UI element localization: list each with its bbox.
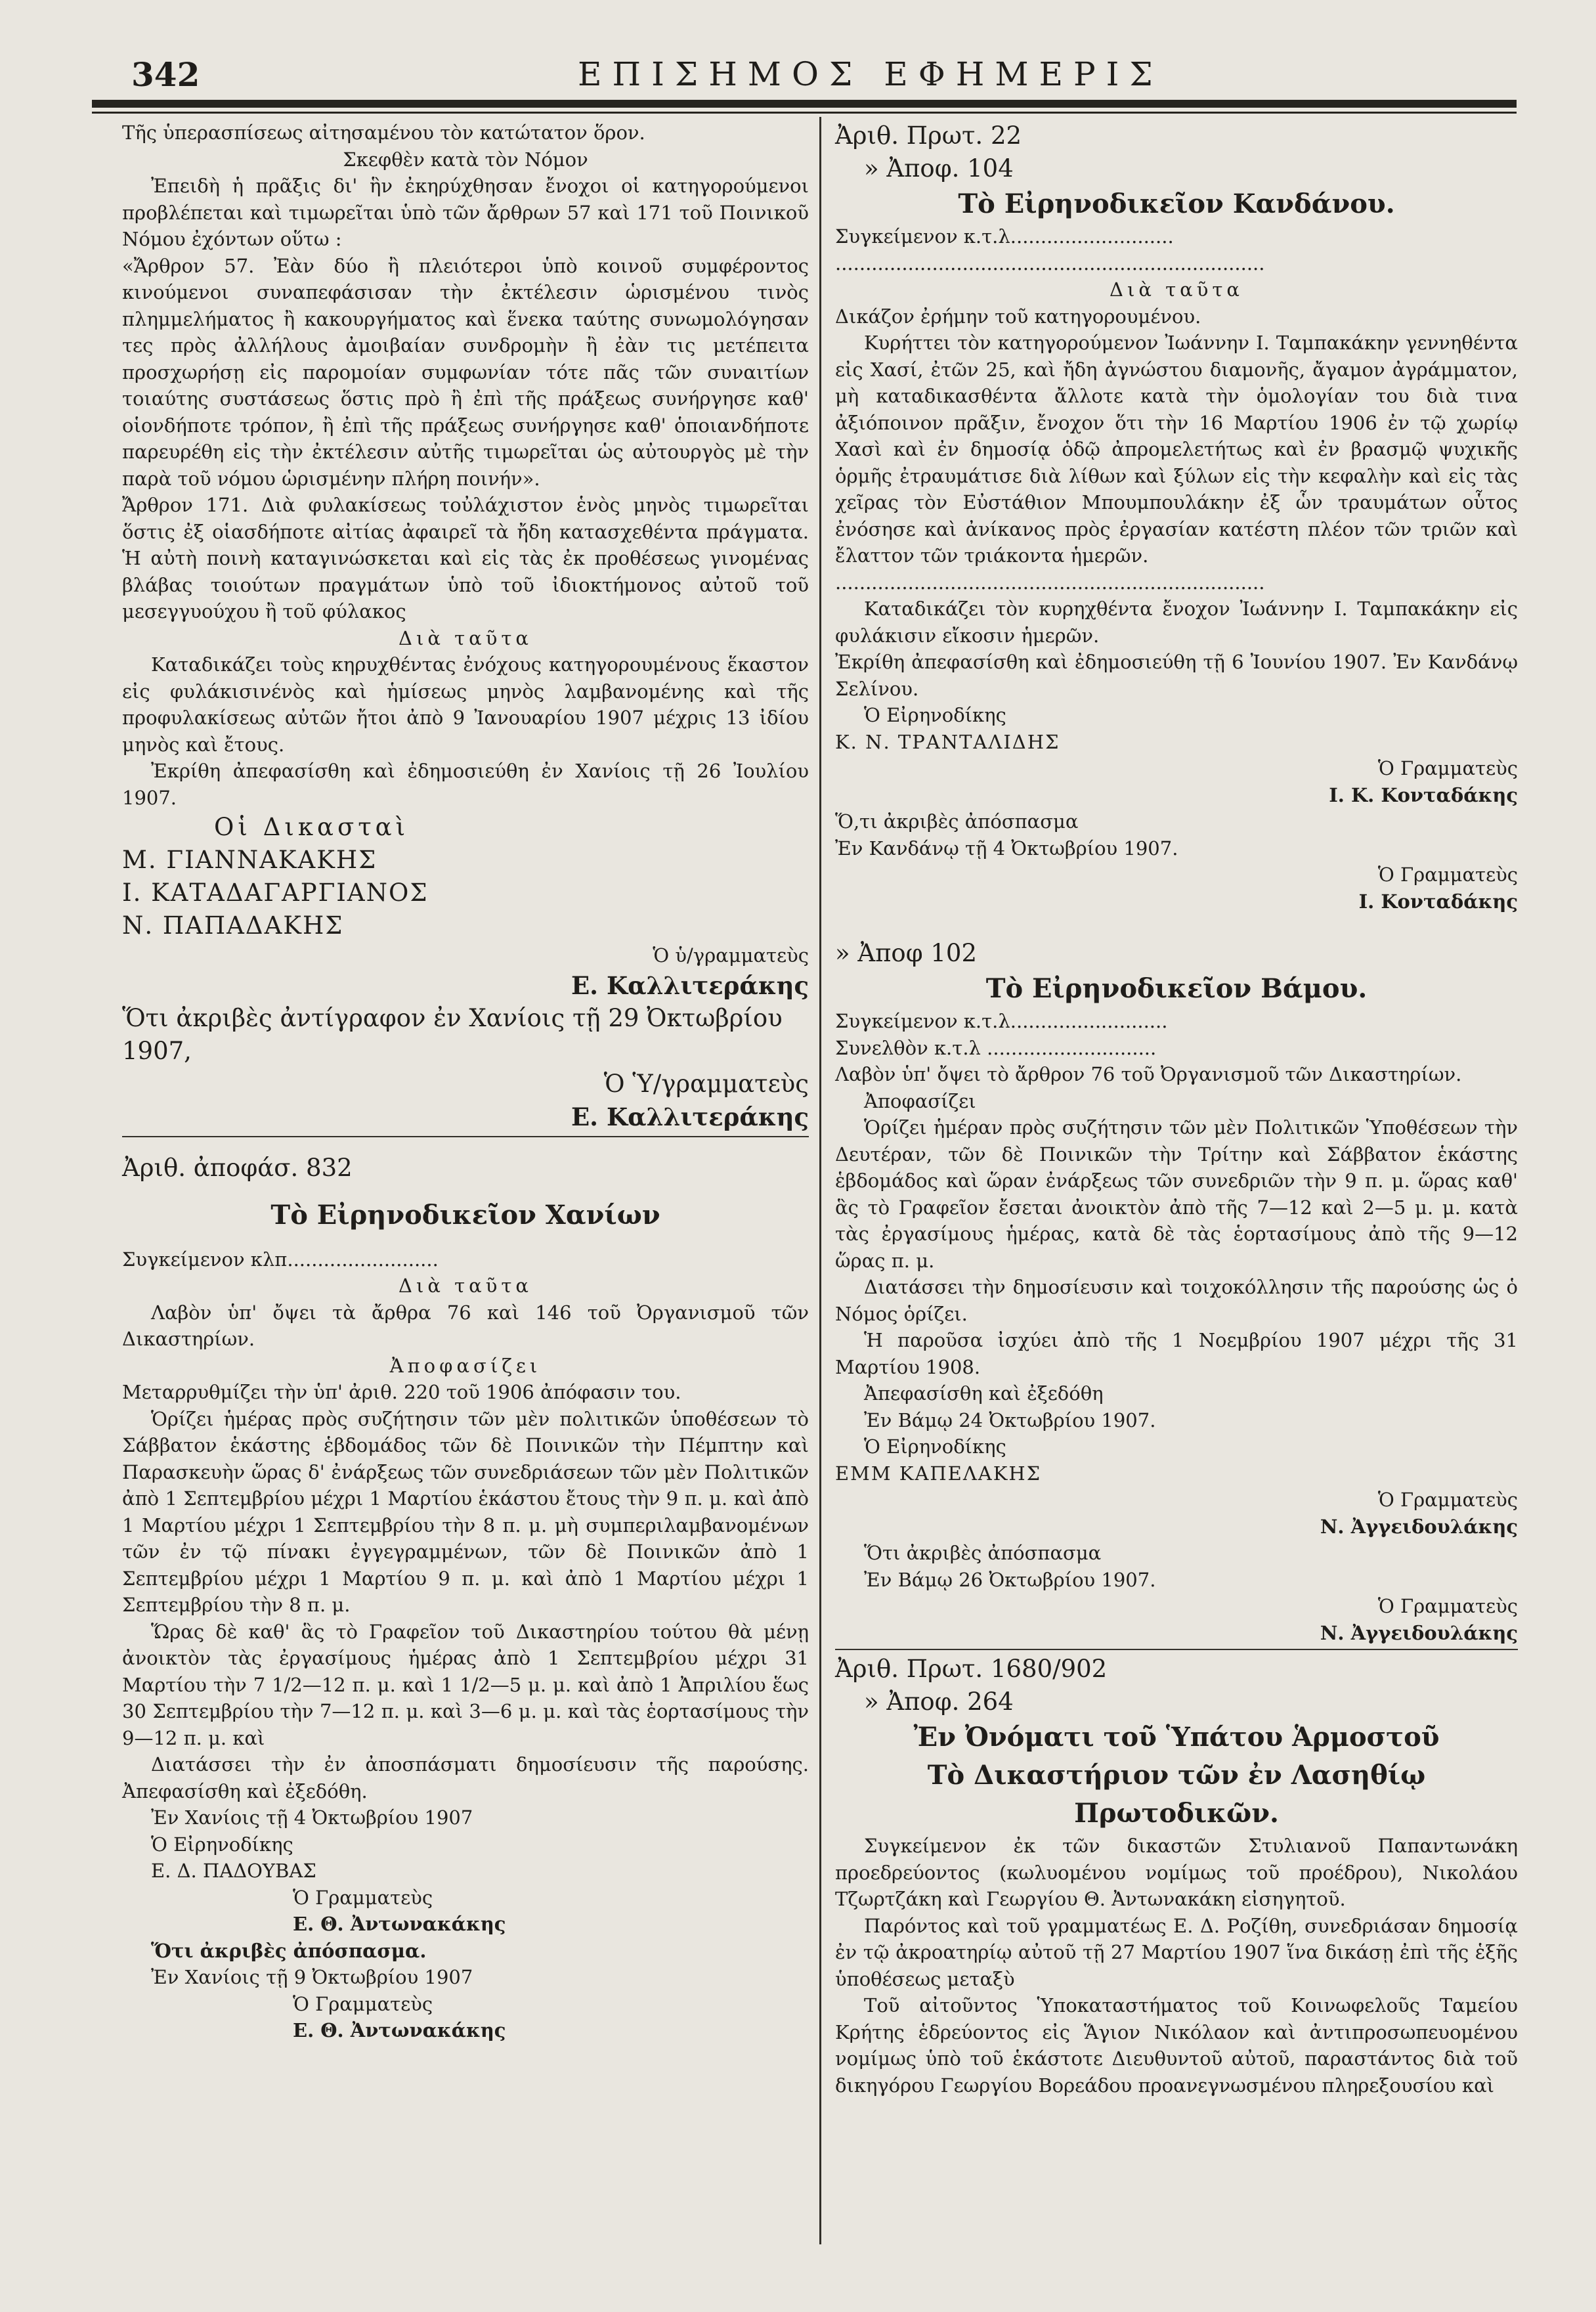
- decision-number: » Ἀποφ. 264: [864, 1688, 1014, 1716]
- judge-name: Ν. ΠΑΠΑΔΑΚΗΣ: [122, 911, 344, 940]
- paragraph: Καταδικάζει τὸν κυρηχθέντα ἔνοχον Ἰωάννην Ι. Ταμπακάκην εἰς φυλάκισιν εἴκοσιν ἡμερῶν.: [835, 598, 1518, 647]
- judge-name: Μ. ΓΙΑΝΝΑΚΑΚΗΣ: [122, 846, 377, 874]
- paragraph: Ἀπεφασίσθη καὶ ἐξεδόθη: [864, 1382, 1104, 1405]
- signature-title: Ὁ Εἰρηνοδίκης: [864, 704, 1006, 726]
- signature-title: Ὁ Γραμματεὺς: [1377, 1595, 1518, 1617]
- court-heading: Ἐν Ὀνόματι τοῦ Ὑπάτου Ἁρμοστοῦ: [913, 1722, 1440, 1753]
- court-heading: Τὸ Δικαστήριον τῶν ἐν Λασηθίῳ Πρωτοδικῶν.: [927, 1760, 1426, 1829]
- signature-name: Ε. Δ. ΠΑΔΟΥΒΑΣ: [151, 1860, 316, 1882]
- ellipsis-line: .......................................................................: [835, 251, 1265, 274]
- paragraph: Συγκείμενον κλπ.........................: [122, 1248, 439, 1271]
- signature-title: Ὁ Εἰρηνοδίκης: [151, 1833, 293, 1856]
- section-heading: Διὰ ταῦτα: [399, 626, 532, 649]
- court-heading: Τὸ Εἰρηνοδικεῖον Χανίων: [270, 1199, 660, 1231]
- paragraph: Ὥρας δὲ καθ' ἃς τὸ Γραφεῖον τοῦ Δικαστηρίου τούτου θὰ μένῃ ἀνοικτὸν τὰς ἐργασίμους ἡμέρας ἀπὸ 1 Σεπτεμβρίου μέχρι 31 Μαρτίου τὴν 7 1/2—12 π. μ. καὶ 1 1/2—5 μ. μ. καὶ ἀπὸ 1 Ἀπριλίου ἕως 30 Σεπτεμβρίου τὴν 7—12 π. μ. καὶ 3—6 μ. μ. καὶ τὰς ἑορτασίμους τὴν 9—12 π. μ. καὶ: [122, 1620, 809, 1749]
- signature-name: Ν. Ἀγγειδουλάκης: [1320, 1621, 1518, 1644]
- protocol-number: Ἀριθ. Πρωτ. 1680/902: [835, 1655, 1108, 1683]
- signature-name: ΕΜΜ ΚΑΠΕΛΑΚΗΣ: [835, 1462, 1042, 1485]
- paragraph: Ὁρίζει ἡμέρας πρὸς συζήτησιν τῶν μὲν πολιτικῶν ὑποθέσεων τὸ Σάββατον ἑκάστης ἑβδομάδος τῶν δὲ Ποινικῶν τὴν Πέμπτην καὶ Παρασκευὴν ὥρας δ' ἐνάρξεως τῶν συνεδριάσεων τῶν μὲν Πολιτικῶν ἀπὸ 1 Σεπτεμβρίου μέχρι 1 Μαρτίου ἑκάστου ἔτους τὴν 9 π. μ. καὶ ἀπὸ 1 Μαρτίου μέχρι 1 Σεπτεμβρίου τὴν 8 π. μ. μὴ συμπεριλαμβανομένων τῶν ἐν τῷ πίνακι ἐγγεγραμμένων, τῶν δὲ Ποινικῶν ἀπὸ 1 Σεπτεμβρίου μέχρι 1 Μαρτίου 9 π. μ. καὶ ἀπὸ 1 Μαρτίου μέχρι 1 Σεπτεμβρίου τὴν 8 π. μ.: [122, 1407, 809, 1616]
- signature-name: Ε. Θ. Ἀντωνακάκης: [293, 1913, 506, 1935]
- page-number: 342: [131, 55, 200, 94]
- decision-number: » Ἀποφ. 104: [864, 154, 1014, 183]
- paragraph: Καταδικάζει τοὺς κηρυχθέντας ἐνόχους κατηγορουμένους ἕκαστον εἰς φυλάκισινένὸς καὶ ἡμίσεως μηνὸς λαμβανομένης καὶ τῆς προφυλακίσεως αὐτῶν ἤτοι ἀπὸ 9 Ἰανουαρίου 1907 μέχρις 13 ἰδίου μηνὸς καὶ ἔτους.: [122, 653, 809, 756]
- date-line: Ἐν Βάμῳ 24 Ὀκτωβρίου 1907.: [864, 1408, 1156, 1431]
- signature-name: Ν. Ἀγγειδουλάκης: [1320, 1515, 1518, 1538]
- paragraph: Παρόντος καὶ τοῦ γραμματέως Ε. Δ. Ροζίθη, συνεδριάσαν δημοσίᾳ ἐν τῷ ἀκροατηρίῳ αὐτοῦ τῇ 27 Μαρτίου 1907 ἵνα δικάσῃ ἐπὶ τῆς ἑξῆς ὑποθέσεως μεταξὺ: [835, 1914, 1518, 1990]
- paragraph: Τῆς ὑπερασπίσεως αἰτησαμένου τὸν κατώτατον ὅρον.: [122, 121, 645, 144]
- judge-name: Ι. ΚΑΤΑΔΑΓΑΡΓΙΑΝΟΣ: [122, 879, 429, 907]
- paragraph: Διατάσσει τὴν δημοσίευσιν καὶ τοιχοκόλλησιν τῆς παρούσης ὡς ὁ Νόμος ὁρίζει.: [835, 1276, 1518, 1325]
- paragraph: Δικάζον ἐρήμην τοῦ κατηγορουμένου.: [835, 305, 1201, 328]
- signature-title: Ὁ Γραμματεὺς: [1377, 863, 1518, 886]
- court-heading: Τὸ Εἰρηνοδικεῖον Βάμου.: [985, 973, 1368, 1004]
- signature-title: Ὁ ὑ/γραμματεὺς: [653, 944, 809, 967]
- judges-heading: Οἱ Δικασταὶ: [214, 813, 410, 841]
- section-rule: [122, 1136, 809, 1137]
- decision-number: Ἀριθ. ἀποφάσ. 832: [122, 1153, 353, 1182]
- right-column: [835, 120, 1518, 2099]
- page-header: [131, 51, 1484, 104]
- paragraph: Ἐκρίθη ἀπεφασίσθη καὶ ἐδημοσιεύθη τῇ 6 Ἰουνίου 1907. Ἐν Κανδάνῳ Σελίνου.: [835, 651, 1518, 700]
- paragraph: Συγκείμενον κ.τ.λ..........................: [835, 1010, 1168, 1032]
- decision-number: » Ἀποφ 102: [835, 939, 978, 967]
- signature-name: Ε. Θ. Ἀντωνακάκης: [293, 2019, 506, 2041]
- article-57-quote: «Ἄρθρον 57. Ἐὰν δύο ἢ πλειότεροι ὑπὸ κοινοῦ συμφέροντος κινούμενοι συναπεφάσισαν τὴν ἐκτέλεσιν ὡρισμένου τινὸς πλημμελήματος ἢ κακουργήματος καὶ ἕνεκα ταύτης συνωμολόγησαν τες πρὸς ἀλλήλους ἀμοιβαίαν συνδρομὴν ἢ ἐὰν τις μετέπειτα προσχωρήσῃ εἰς παρομοίαν συμφωνίαν τότε πᾶς τῶν συναιτίων τοιαύτης συστάσεως ὅστις πρὸ ἢ ἐπὶ τῆς πράξεως συνήργησε καθ' οἱονδήποτε τρόπον, ἢ ἐπὶ τῆς πράξεως συνήργησε καθ' ὁποιανδήποτε παρευρέθη εἰς τὴν ἐκτέλεσιν αὐτῆς τιμωρεῖται ὡς αὐτουργὸς μὲ τὴν παρὰ τοῦ νόμου ὡρισμένην πλήρη ποινήν».: [122, 254, 809, 490]
- paragraph: Ὁρίζει ἡμέραν πρὸς συζήτησιν τῶν μὲν Πολιτικῶν Ὑποθέσεων τὴν Δευτέραν, τῶν δὲ Ποινικῶν τὴν Τρίτην καὶ Σάββατον ἑκάστης ἑβδομάδος καὶ ὥραν ἐνάρξεως τῶν συνεδριῶν τὴν 9 π. μ. ὥρας καθ' ἃς τὸ Γραφεῖον ἔσεται ἀνοικτὸν ἀπὸ τῆς 7—12 καὶ 2—5 μ. μ. κατὰ τὰς ἐργασίμους ἡμέρας, κατὰ δὲ τὰς ἑορτασίμους ἀπὸ τῆς 9—12 ὥρας π. μ.: [835, 1116, 1518, 1272]
- signature-title: Ὁ Γραμματεὺς: [293, 1992, 433, 2015]
- ellipsis-line: .......................................................................: [835, 571, 1265, 594]
- signature-name: Κ. Ν. ΤΡΑΝΤΑΛΙΔΗΣ: [835, 730, 1060, 753]
- paragraph: Ἐπειδὴ ἡ πρᾶξις δι' ἣν ἐκηρύχθησαν ἔνοχοι οἱ κατηγορούμενοι προβλέπεται καὶ τιμωρεῖται ὑπὸ τῶν ἄρθρων 57 καὶ 171 τοῦ Ποινικοῦ Νόμου ἐχόντων οὕτω :: [122, 175, 809, 250]
- masthead-title: ΕΠΙΣΗΜΟΣ ΕΦΗΜΕΡΙΣ: [578, 55, 1163, 93]
- paragraph: Λαβὸν ὑπ' ὄψει τὰ ἄρθρα 76 καὶ 146 τοῦ Ὀργανισμοῦ τῶν Δικαστηρίων.: [122, 1301, 809, 1350]
- date-line: Ἐν Χανίοις τῇ 4 Ὀκτωβρίου 1907: [151, 1806, 473, 1829]
- column-divider: [819, 117, 821, 2244]
- signature-name: Ε. Καλλιτεράκης: [571, 1102, 809, 1131]
- left-column: [122, 120, 809, 2044]
- section-heading: Ἀποφασίζει: [864, 1089, 976, 1112]
- section-heading: Διὰ ταῦτα: [1110, 278, 1243, 301]
- signature-title: Ὁ Γραμματεὺς: [293, 1886, 433, 1909]
- section-rule: [835, 1649, 1518, 1650]
- section-heading: Διὰ ταῦτα: [399, 1275, 532, 1297]
- certification: Ὅ,τι ἀκριβὲς ἀπόσπασμα: [835, 810, 1079, 833]
- paragraph: Ἐκρίθη ἀπεφασίσθη καὶ ἐδημοσιεύθη ἐν Χανίοις τῇ 26 Ἰουλίου 1907.: [122, 760, 809, 809]
- signature-title: Ὁ Γραμματεὺς: [1377, 757, 1518, 779]
- date-line: Ἐν Βάμῳ 26 Ὀκτωβρίου 1907.: [864, 1568, 1156, 1591]
- header-rule-thick: [92, 100, 1517, 108]
- paragraph: Λαβὸν ὑπ' ὄψει τὸ ἄρθρον 76 τοῦ Ὀργανισμοῦ τῶν Δικαστηρίων.: [835, 1063, 1462, 1085]
- header-rule-thin: [92, 112, 1517, 114]
- protocol-number: Ἀριθ. Πρωτ. 22: [835, 121, 1022, 150]
- heading: Σκεφθὲν κατὰ τὸν Νόμον: [343, 148, 588, 171]
- paragraph: Συγκείμενον ἐκ τῶν δικαστῶν Στυλιανοῦ Παπαντωνάκη προεδρεύοντος (κωλυομένου νομίμως τοῦ προέδρου), Νικολάου Τζωρτζάκη καὶ Γεωργίου Θ. Ἀντωνακάκη εἰσηγητοῦ.: [835, 1835, 1518, 1910]
- section-heading: Ἀποφασίζει: [389, 1354, 542, 1377]
- date-line: Ἐν Κανδάνῳ τῇ 4 Ὀκτωβρίου 1907.: [835, 837, 1178, 860]
- paragraph: Τοῦ αἰτοῦντος Ὑποκαταστήματος τοῦ Κοινωφελοῦς Ταμείου Κρήτης ἑδρεύοντος εἰς Ἅγιον Νικόλαον καὶ ἀντιπροσωπευομένου νομίμως ὑπὸ τοῦ ἑκάστοτε Διευθυντοῦ αὐτοῦ, παραστάντος διὰ τοῦ δικηγόρου Γεωργίου Βορεάδου προανεγνωσμένου πληρεξουσίου καὶ: [835, 1994, 1518, 2097]
- signature-title: Ὁ Ὑ/γραμματεὺς: [603, 1069, 809, 1098]
- paragraph: Κυρήττει τὸν κατηγορούμενον Ἰωάννην Ι. Ταμπακάκην γεννηθέντα εἰς Χασί, ἐτῶν 25, καὶ ἤδη ἀγνώστου διαμονῆς, ἄγαμον ἀγράμματον, μὴ καταδικασθέντα ἄλλοτε κατὰ τὴν ὁμολογίαν του διὰ τινα ἀξιόποινον πρᾶξιν, ἔνοχον ὅτι τὴν 16 Μαρτίου 1906 ἐν τῷ χωρίῳ Χασὶ καὶ ἐν δημοσίᾳ ὁδῷ ἀπρομελετήτως καὶ ἐν βρασμῷ ψυχικῆς ὁρμῆς ἐτραυμάτισε διὰ λίθων καὶ ξύλων εἰς τὴν κεφαλὴν καὶ εἰς τὰς χεῖρας τὸν Εὐστάθιον Μπουμπουλάκην ἐξ ὧν τραυμάτων οὗτος ἐνόσησε καὶ ἀνίκανος πρὸς ἐργασίαν κατέστη πλέον τῶν τριῶν καὶ ἔλαττον τῶν τριάκοντα ἡμερῶν.: [835, 332, 1518, 567]
- paragraph: Ἡ παροῦσα ἰσχύει ἀπὸ τῆς 1 Νοεμβρίου 1907 μέχρι τῆς 31 Μαρτίου 1908.: [835, 1329, 1518, 1378]
- article-171-quote: Ἄρθρον 171. Διὰ φυλακίσεως τοὐλάχιστον ἑνὸς μηνὸς τιμωρεῖται ὅστις ἐξ οἱασδήποτε αἰτίας ἀφαιρεῖ τὰ ἤδη κατασχεθέντα πράγματα. Ἡ αὐτὴ ποινὴ καταγινώσκεται καὶ εἰς τὰς ἐκ προθέσεως γινομένας βλάβας τοιούτων πραγμάτων ὑπὸ τοῦ ἰδιοκτήμονος αὐτοῦ τοῦ μεσεγγυούχου ἢ τοῦ φύλακος: [122, 494, 809, 622]
- paragraph: Διατάσσει τὴν ἐν ἀποσπάσματι δημοσίευσιν τῆς παρούσης. Ἀπεφασίσθη καὶ ἐξεδόθη.: [122, 1753, 809, 1802]
- paragraph: Συνελθὸν κ.τ.λ ............................: [835, 1036, 1157, 1059]
- signature-name: Ε. Καλλιτεράκης: [571, 971, 809, 1000]
- certification: Ὅτι ἀκριβὲς ἀντίγραφον ἐν Χανίοις τῇ 29 Ὀκτωβρίου 1907,: [122, 1003, 783, 1065]
- signature-title: Ὁ Γραμματεὺς: [1377, 1489, 1518, 1511]
- signature-name: Ι. Κονταδάκης: [1358, 890, 1518, 913]
- certification: Ὅτι ἀκριβὲς ἀπόσπασμα: [864, 1542, 1102, 1564]
- date-line: Ἐν Χανίοις τῇ 9 Ὀκτωβρίου 1907: [151, 1966, 473, 1988]
- signature-title: Ὁ Εἰρηνοδίκης: [864, 1435, 1006, 1458]
- court-heading: Τὸ Εἰρηνοδικεῖον Κανδάνου.: [958, 188, 1395, 219]
- certification: Ὅτι ἀκριβὲς ἀπόσπασμα.: [151, 1939, 427, 1962]
- paragraph: Μεταρρυθμίζει τὴν ὑπ' ἀριθ. 220 τοῦ 1906 ἀπόφασιν του.: [122, 1381, 681, 1403]
- paragraph: Συγκείμενον κ.τ.λ...........................: [835, 225, 1174, 248]
- signature-name: Ι. Κ. Κονταδάκης: [1329, 783, 1518, 806]
